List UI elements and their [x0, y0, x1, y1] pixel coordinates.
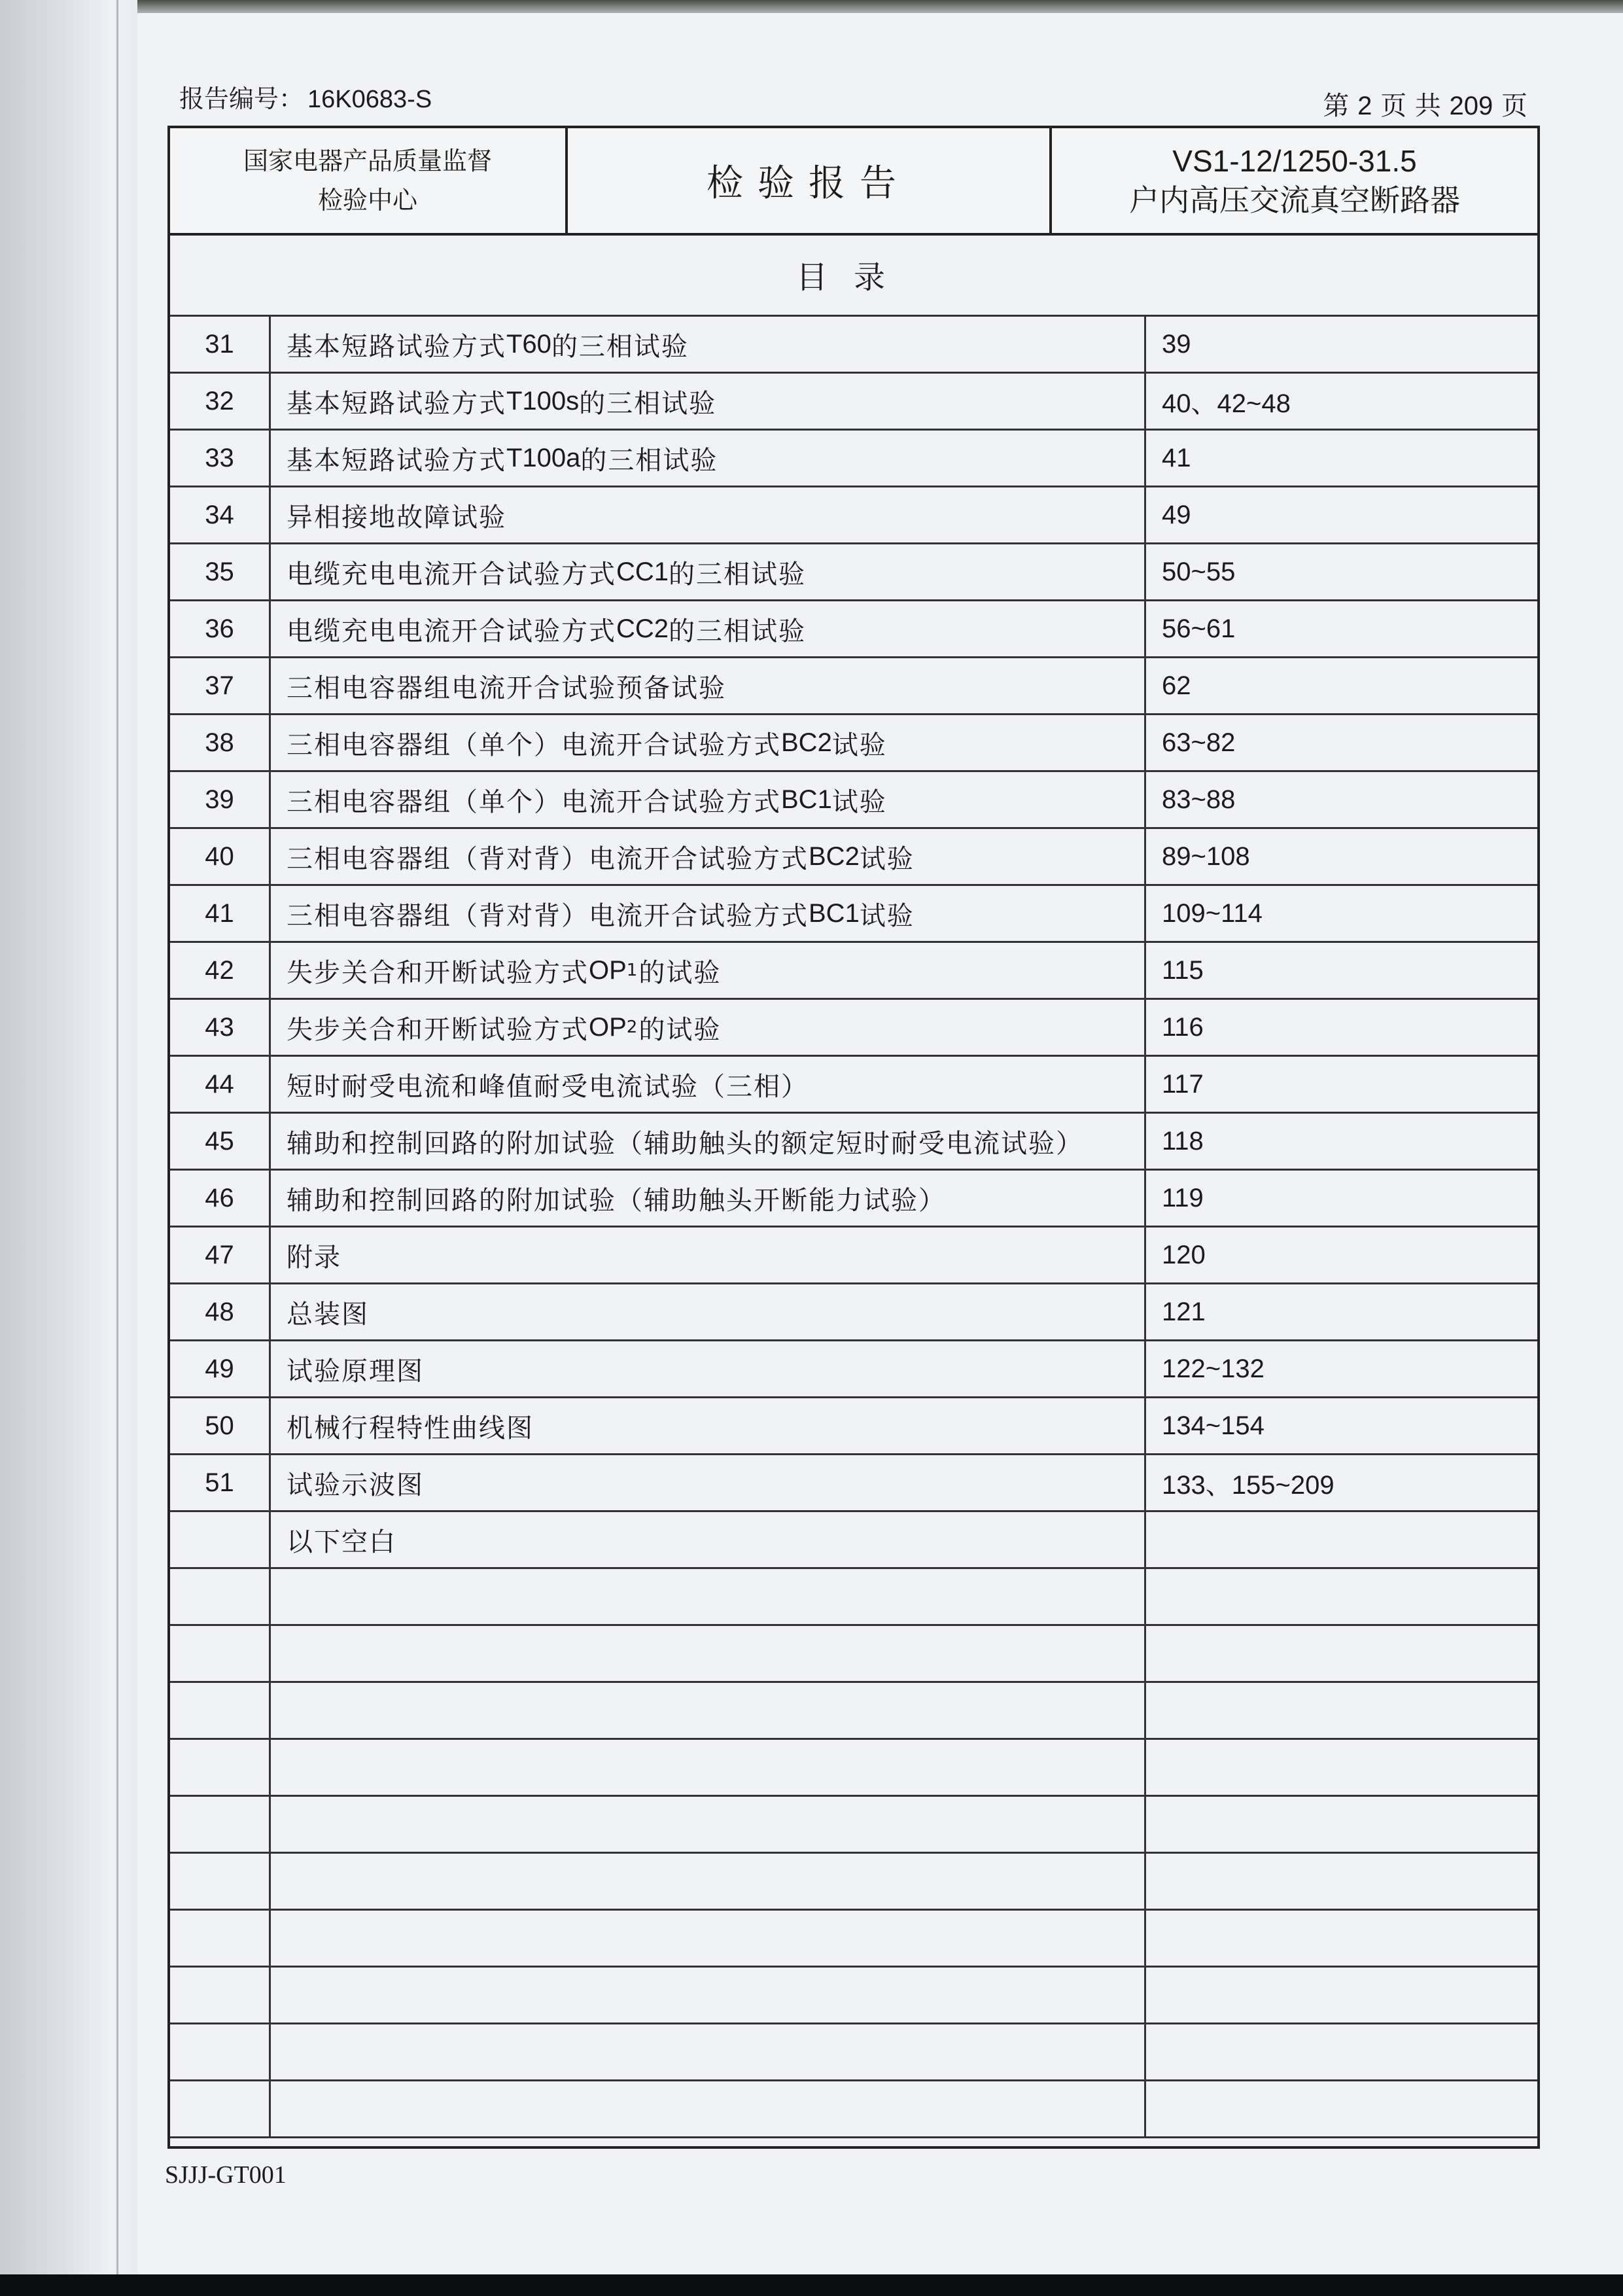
toc-row-item: [271, 374, 1146, 429]
toc-item-text: 试验: [831, 730, 887, 760]
toc-row: [170, 1114, 1537, 1171]
toc-item-text: 失步关合和开断试验方式: [287, 1014, 589, 1045]
toc-row-number: 49: [170, 1341, 271, 1396]
toc-row-page: 89~108: [1162, 841, 1250, 871]
toc-item-text: BC2: [781, 728, 832, 757]
toc-row-number: 35: [170, 544, 271, 599]
toc-row-item: [271, 1341, 1146, 1396]
header-organization: [170, 128, 568, 233]
header-document-type: 检验报告: [568, 128, 1052, 233]
toc-row: [170, 2081, 1537, 2138]
toc-row-page: 41: [1162, 443, 1191, 472]
toc-item-text: 附录: [287, 1242, 341, 1273]
toc-row-page: 49: [1162, 500, 1191, 529]
toc-row: [170, 1569, 1537, 1626]
toc-row-number: 31: [170, 317, 271, 372]
toc-item-text: T60: [506, 329, 551, 359]
toc-row: [170, 658, 1537, 715]
toc-row: [170, 1398, 1537, 1455]
report-number-code: 16K0683-S: [307, 86, 432, 113]
toc-item-text: 短时耐受电流和峰值耐受电流试验（三相）: [287, 1071, 809, 1102]
toc-row: [170, 2024, 1537, 2081]
toc-row-number: 39: [170, 772, 271, 827]
toc-row-item: [271, 544, 1146, 599]
toc-row-item: [271, 1171, 1146, 1226]
toc-item-text: CC2: [616, 614, 669, 643]
toc-row: [170, 1000, 1537, 1057]
toc-row-number: [170, 2024, 271, 2079]
page-mid: 页 共: [1380, 91, 1441, 121]
report-number-label: 报告编号：: [179, 84, 304, 113]
toc-item-text: BC2: [809, 841, 860, 871]
toc-row-item: [271, 1626, 1146, 1681]
toc-item-text: 辅助和控制回路的附加试验（辅助触头的额定短时耐受电流试验）: [287, 1128, 1083, 1159]
toc-item-text: OP: [589, 1012, 627, 1042]
toc-row: [170, 829, 1537, 886]
toc-item-text: 三相电容器组电流开合试验预备试验: [287, 673, 726, 703]
toc-row-item: [271, 1000, 1146, 1055]
toc-item-subscript: 2: [626, 1017, 639, 1037]
toc-item-text: 试验: [831, 786, 887, 817]
toc-item-text: 基本短路试验方式: [287, 331, 506, 362]
toc-row-page: 133、155~209: [1162, 1470, 1335, 1500]
current-page: 2: [1357, 92, 1372, 120]
toc-item-text: 三相电容器组（背对背）电流开合试验方式: [287, 843, 809, 874]
toc-row-item: [271, 943, 1146, 998]
toc-row: [170, 317, 1537, 374]
toc-table: [167, 234, 1540, 2149]
toc-row-item: [271, 487, 1146, 542]
toc-row-number: [170, 1854, 271, 1909]
toc-item-text: 的三相试验: [669, 559, 807, 590]
toc-row-number: 40: [170, 829, 271, 884]
toc-row-number: 36: [170, 601, 271, 656]
toc-row-page: 120: [1162, 1240, 1206, 1269]
toc-row-number: [170, 1569, 271, 1624]
toc-row-number: 37: [170, 658, 271, 713]
org-line-2: 检验中心: [317, 186, 417, 215]
toc-item-text: 机械行程特性曲线图: [287, 1413, 534, 1443]
toc-row: [170, 431, 1537, 487]
toc-rows: [170, 317, 1537, 2138]
toc-item-text: 三相电容器组（背对背）电流开合试验方式: [287, 900, 809, 931]
toc-item-text: 电缆充电电流开合试验方式: [287, 559, 616, 590]
product-name: 户内高压交流真空断路器: [1129, 183, 1460, 218]
toc-item-text: 总装图: [287, 1299, 369, 1330]
toc-row-page: 50~55: [1162, 557, 1236, 586]
toc-item-text: 失步关合和开断试验方式: [287, 957, 589, 988]
toc-item-text: 异相接地故障试验: [287, 502, 506, 533]
toc-row: [170, 1968, 1537, 2024]
toc-item-text: 的三相试验: [579, 388, 717, 419]
toc-row-number: 43: [170, 1000, 271, 1055]
toc-row-item: [271, 829, 1146, 884]
toc-item-text: 三相电容器组（单个）电流开合试验方式: [287, 730, 781, 760]
report-header-table: [167, 126, 1540, 236]
toc-row-item: [271, 601, 1146, 656]
toc-item-text: BC1: [781, 785, 832, 814]
toc-row-number: 47: [170, 1227, 271, 1282]
toc-row: [170, 1797, 1537, 1854]
toc-row-number: [170, 1512, 271, 1567]
toc-row-item: [271, 1740, 1146, 1795]
toc-row: [170, 886, 1537, 943]
toc-row: [170, 601, 1537, 658]
toc-row-number: [170, 1626, 271, 1681]
toc-row-page: 115: [1162, 955, 1204, 985]
toc-item-text: 基本短路试验方式: [287, 445, 506, 476]
toc-item-text: 基本短路试验方式: [287, 388, 506, 419]
toc-row: [170, 374, 1537, 431]
toc-row-number: 51: [170, 1455, 271, 1510]
toc-row: [170, 1683, 1537, 1740]
toc-item-text: 三相电容器组（单个）电流开合试验方式: [287, 786, 781, 817]
toc-row-item: [271, 1284, 1146, 1339]
toc-row-item: [271, 1854, 1146, 1909]
org-line-1: 国家电器产品质量监督: [243, 147, 492, 175]
toc-row-page: 83~88: [1162, 785, 1236, 814]
toc-row: [170, 1740, 1537, 1797]
toc-row: [170, 772, 1537, 829]
report-number: [179, 79, 432, 115]
toc-row-item: [271, 886, 1146, 941]
binding-fold-line: [116, 0, 118, 2296]
toc-row-page: [1146, 1797, 1537, 1852]
toc-row-number: 42: [170, 943, 271, 998]
toc-row-number: [170, 1797, 271, 1852]
toc-row-item: [271, 2081, 1146, 2136]
toc-row-number: 38: [170, 715, 271, 770]
toc-row: [170, 1512, 1537, 1569]
toc-row: [170, 1455, 1537, 1512]
toc-row-item: [271, 431, 1146, 486]
toc-row-page: 119: [1162, 1183, 1204, 1212]
toc-item-text: OP: [589, 955, 627, 985]
toc-row: [170, 1911, 1537, 1968]
toc-row-page: 117: [1162, 1069, 1204, 1099]
toc-row-number: 46: [170, 1171, 271, 1226]
total-pages: 209: [1449, 92, 1493, 120]
toc-row-item: [271, 1683, 1146, 1738]
toc-row-page: [1146, 1626, 1537, 1681]
toc-row-item: [271, 1569, 1146, 1624]
toc-row-number: 45: [170, 1114, 271, 1169]
toc-item-text: T100s: [506, 386, 580, 415]
toc-item-text: 以下空白: [287, 1527, 396, 1557]
toc-row-number: 48: [170, 1284, 271, 1339]
toc-row-item: [271, 715, 1146, 770]
toc-row-number: [170, 1683, 271, 1738]
toc-row-item: [271, 1114, 1146, 1169]
toc-row: [170, 544, 1537, 601]
toc-row: [170, 1341, 1537, 1398]
toc-row-page: [1146, 1569, 1537, 1624]
toc-item-text: T100a: [506, 443, 581, 472]
toc-row-number: [170, 1968, 271, 2022]
toc-row: [170, 1227, 1537, 1284]
toc-row-number: [170, 1911, 271, 1966]
toc-row-item: [271, 1797, 1146, 1852]
toc-item-text: BC1: [809, 898, 860, 928]
toc-row-item: [271, 1911, 1146, 1966]
page-suffix: 页: [1501, 91, 1527, 121]
toc-row-page: 56~61: [1162, 614, 1236, 643]
toc-row-number: 32: [170, 374, 271, 429]
toc-row-page: 62: [1162, 671, 1191, 700]
toc-item-text: 的三相试验: [580, 445, 718, 476]
toc-row-page: 63~82: [1162, 728, 1236, 757]
toc-row: [170, 943, 1537, 1000]
toc-row: [170, 487, 1537, 544]
toc-row-page: 39: [1162, 329, 1191, 359]
toc-row-number: 41: [170, 886, 271, 941]
toc-row-page: [1146, 2081, 1537, 2136]
toc-item-text: 的三相试验: [669, 616, 807, 646]
toc-row-number: [170, 1740, 271, 1795]
toc-row: [170, 1057, 1537, 1114]
scan-bottom-edge: [0, 2274, 1623, 2296]
toc-row-page: 40、42~48: [1162, 389, 1291, 418]
toc-row-page: [1146, 2024, 1537, 2079]
toc-row-item: [271, 1455, 1146, 1510]
toc-row-item: [271, 772, 1146, 827]
toc-row-item: [271, 1398, 1146, 1453]
toc-row-item: [271, 2024, 1146, 2079]
header-product: [1052, 128, 1537, 233]
toc-row: [170, 1626, 1537, 1683]
toc-row-page: [1146, 1512, 1537, 1567]
toc-item-text: 试验: [859, 843, 915, 874]
toc-row-item: [271, 658, 1146, 713]
toc-item-text: 辅助和控制回路的附加试验（辅助触头开断能力试验）: [287, 1185, 946, 1216]
toc-row-item: [271, 317, 1146, 372]
toc-item-text: 试验原理图: [287, 1356, 424, 1386]
toc-row-number: 33: [170, 431, 271, 486]
toc-item-text: 的试验: [638, 1014, 722, 1045]
toc-row-page: 134~154: [1162, 1411, 1265, 1440]
toc-row-number: 44: [170, 1057, 271, 1112]
toc-item-text: CC1: [616, 557, 669, 586]
toc-row-page: [1146, 1911, 1537, 1966]
toc-row-page: [1146, 1683, 1537, 1738]
toc-item-text: 电缆充电电流开合试验方式: [287, 616, 616, 646]
toc-row-number: [170, 2081, 271, 2136]
toc-row-page: [1146, 1854, 1537, 1909]
toc-item-subscript: 1: [626, 961, 639, 980]
toc-item-text: 试验: [859, 900, 915, 931]
toc-row-page: 121: [1162, 1297, 1206, 1326]
toc-title: 目录: [170, 234, 1537, 317]
toc-row-number: 34: [170, 487, 271, 542]
toc-row-number: 50: [170, 1398, 271, 1453]
toc-row-page: 118: [1162, 1126, 1204, 1156]
form-number: SJJJ-GT001: [165, 2161, 287, 2189]
toc-row-item: [271, 1512, 1146, 1567]
page-indicator: [1323, 85, 1527, 122]
toc-row-page: 109~114: [1162, 898, 1263, 928]
toc-row-page: 122~132: [1162, 1354, 1265, 1383]
toc-row-page: [1146, 1968, 1537, 2022]
toc-item-text: 的试验: [638, 957, 722, 988]
toc-item-text: 的三相试验: [551, 331, 689, 362]
toc-row-item: [271, 1968, 1146, 2022]
toc-row: [170, 715, 1537, 772]
product-model: VS1-12/1250-31.5: [1172, 144, 1417, 178]
toc-row-item: [271, 1227, 1146, 1282]
toc-item-text: 试验示波图: [287, 1470, 424, 1500]
toc-row-page: 116: [1162, 1012, 1204, 1042]
toc-row: [170, 1171, 1537, 1227]
page-prefix: 第: [1323, 91, 1350, 121]
toc-row-page: [1146, 1740, 1537, 1795]
toc-row-item: [271, 1057, 1146, 1112]
toc-row: [170, 1854, 1537, 1911]
toc-row: [170, 1284, 1537, 1341]
